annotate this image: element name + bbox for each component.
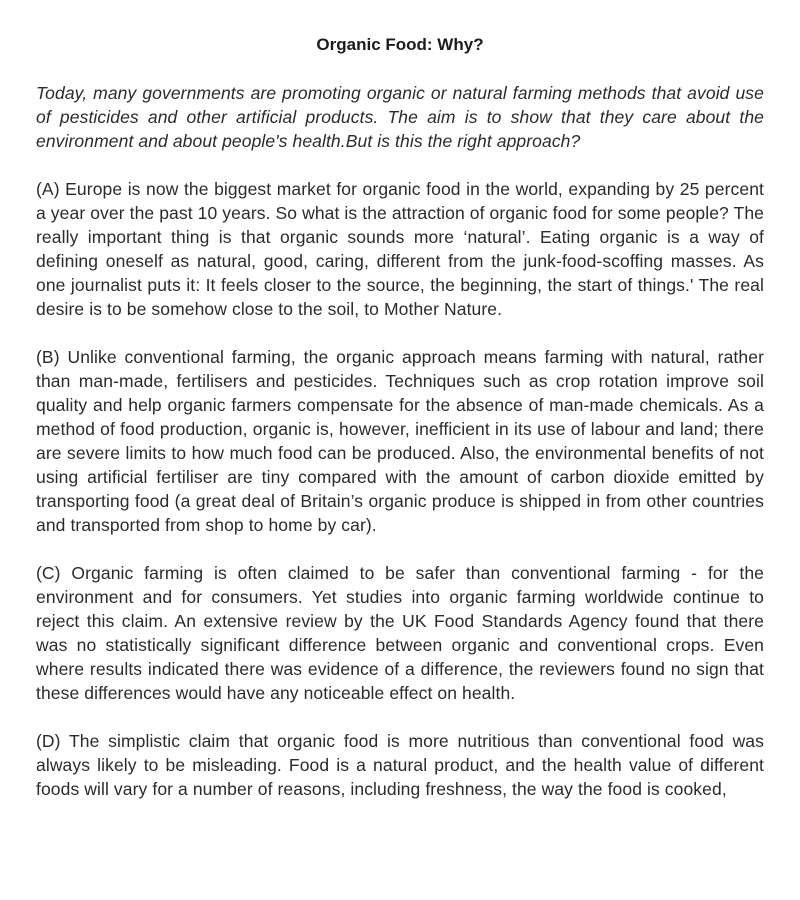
paragraph-c [36,561,764,705]
paragraph-b-label: (B) [36,347,60,367]
paragraph-d [36,729,764,801]
paragraph-c-text: Organic farming is often claimed to be safer than conventional farming - for the environment and for consumers. Yet studies into organic farming worldwide continue to reject this claim. An extensive review by the UK Food Standards Agency found that there was no statistically significant difference between organic and conventional crops. Even where results indicated there was evidence of a difference, the reviewers found no sign that these differences would have any noticeable effect on health. [36,563,765,703]
paragraph-c-label: (C) [36,563,61,583]
paragraph-a-text: Europe is now the biggest market for organic food in the world, expanding by 25 percent a year over the past 10 years. So what is the attraction of organic food for some people? The really important thing is that organic sounds more ‘natural’. Eating organic is a way of defining oneself as natural, good, caring, different from the junk-food-scoffing masses. As one journalist puts it: It feels closer to the source, the beginning, the start of things.' The real desire is to be somehow close to the soil, to Mother Nature. [36,179,764,319]
paragraph-b-text: Unlike conventional farming, the organic approach means farming with natural, rather than man-made, fertilisers and pesticides. Techniques such as crop rotation improve soil quality and help organic farmers compensate for the absence of man-made chemicals. As a method of food production, organic is, however, inefficient in its use of labour and land; there are severe limits to how much food can be produced. Also, the environmental benefits of not using artificial fertiliser are tiny compared with the amount of carbon dioxide emitted by transporting food (a great deal of Britain’s organic produce is shipped in from other countries and transported from shop to home by car). [36,347,764,535]
intro-paragraph: Today, many governments are promoting organic or natural farming methods that avoid use of pesticides and other artificial products. The aim is to show that they care about the environment and about people's health.But is this the right approach? [36,83,764,151]
paragraph-a-label: (A) [36,179,60,199]
paragraph-d-label: (D) [36,731,61,751]
paragraph-b [36,345,764,537]
paragraph-d-text: The simplistic claim that organic food is more nutritious than conventional food was always likely to be misleading. Food is a natural product, and the health value of different foods will vary for a number of reasons, including freshness, the way the food is cooked, [36,731,764,799]
page-title: Organic Food: Why? [316,35,484,54]
paragraph-a [36,177,764,321]
